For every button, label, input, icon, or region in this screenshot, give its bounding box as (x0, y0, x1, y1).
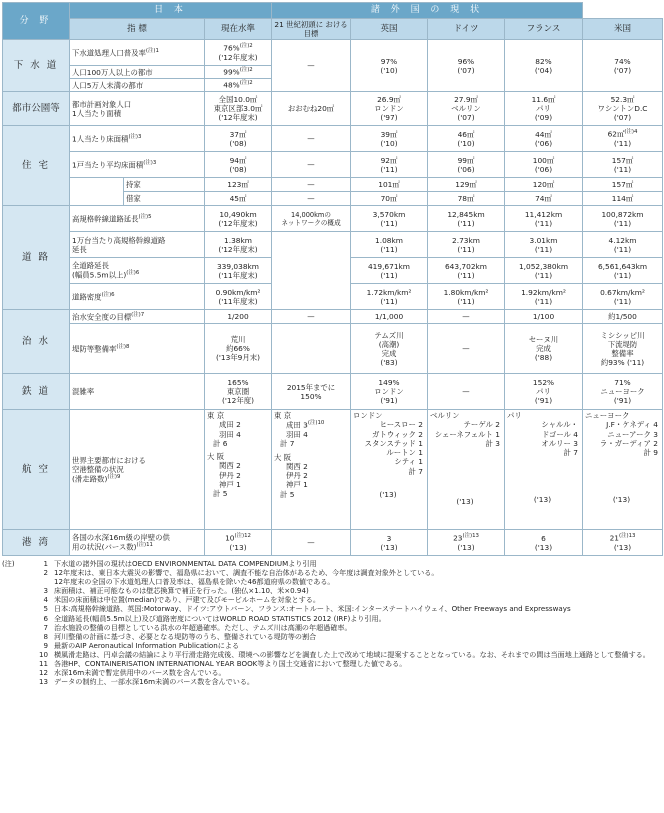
target-value-empty (272, 232, 351, 310)
header-indicator: 指 標 (70, 19, 205, 40)
de-value: 46㎡ ('10) (428, 126, 505, 152)
uk-value: 26.9㎡ ロンドン ('97) (351, 92, 428, 126)
footnote: 6 全道路延長(幅員5.5m以上)及び道路密度についてはWORLD ROAD STATISTICS 2012 (IRF)より引用。 (43, 613, 386, 623)
de-value: 643,702km ('11) (428, 258, 505, 284)
table-row (3, 178, 663, 192)
indicator-label: 都市計画対象人口 1人当たり面積 (70, 92, 205, 126)
de-value: 96% ('07) (428, 40, 505, 92)
category-road: 道 路 (3, 206, 70, 310)
current-value: 37㎡ ('08) (205, 126, 272, 152)
header-fr: フランス (505, 19, 583, 40)
target-value-empty (272, 324, 351, 374)
target-value: 14,000kmの ネットワークの概成 (272, 206, 351, 232)
de-value: 2.73km ('11) (428, 232, 505, 258)
footnote: 2 12年度末は、東日本大震災の影響で、福島県において、調査不能な自治体があるため、今年度は調査対象外としている。 (43, 568, 439, 578)
de-airports: ベルリン テーゲル 2 シェーネフェルト 1 計 3 ('13) (428, 410, 505, 530)
category-park: 都市公園等 (3, 92, 70, 126)
table-row (3, 152, 663, 178)
current-value: 全国10.0㎡ 東京区部3.0㎡ ('12年度末) (205, 92, 272, 126)
table-row (3, 410, 663, 530)
footnote: 7 治水施設の整備の目標としている洪水の年超過確率。ただし、テムズ川は高潮の年超過確率。 (43, 622, 352, 632)
fr-value: 1.92km/km² ('11) (505, 284, 583, 310)
footnote: 12 水深16m未満で暫定供用中のバース数を含んでいる。 (38, 668, 226, 677)
fr-value: 11,412km ('11) (505, 206, 583, 232)
footnote: 4 米国の床面積は中位置(median)であり、戸建て及びモービルホームを対象とする。 (43, 595, 320, 605)
target-value: — (272, 530, 351, 556)
de-value: — (428, 324, 505, 374)
uk-value: 1.08km ('11) (351, 232, 428, 258)
de-value: — (428, 374, 505, 410)
target-value: おおむね20㎡ (272, 92, 351, 126)
table-row (3, 206, 663, 232)
header-row-2 (3, 19, 663, 40)
de-value: 99㎡ ('06) (428, 152, 505, 178)
us-airports: ニューヨーク J.F・ケネディ 4 ニューアーク 3 ラ・ガーディア 2 計 9 ('13) (583, 410, 663, 530)
footnote: 12年度末の全国の下水道処理人口普及率は、福島県を除いた46都道府県の数値である。 (54, 577, 335, 587)
fr-value: 74㎡ (505, 192, 583, 206)
footnote: 5 日本:高規格幹線道路、英国:Motorway、ドイツ:アウトバーン、フランス:オートルート、米国:インターステートハイウェイ、Other Freeways and Expressways (43, 604, 571, 614)
fr-airports: パリ シャルル・ ドゴール 4 オルリー 3 計 7 ('13) (505, 410, 583, 530)
us-value: 6,561,643km ('11) (583, 258, 663, 284)
header-uk: 英国 (351, 19, 428, 40)
indicator-label: 世界主要都市における 空港整備の状況 (滑走路数)$^{(注)9}$ (70, 410, 205, 530)
indicator-label: 全道路延長 (幅員5.5m以上)$^{(注)6}$ (70, 258, 205, 284)
current-value: 76%$^{(注)2}$ ('12年度末) (205, 40, 272, 66)
target-value: — (272, 40, 351, 92)
uk-value: 1/1,000 (351, 310, 428, 324)
table-row (3, 310, 663, 324)
header-us: 米国 (583, 19, 663, 40)
category-rail: 鉄 道 (3, 374, 70, 410)
footnote: 8 河川整備の計画に基づき、必要となる堤防等のうち、整備されている堤防等の割合 (43, 631, 317, 641)
indicator-label: 各国の水深16m級の岸壁の供 用の状況(バース数)$^{(注)11}$ (70, 530, 205, 556)
current-value: 339,038km ('11年度末) (205, 258, 272, 284)
fr-value: 82% ('04) (505, 40, 583, 92)
table-row (3, 232, 663, 258)
fr-value: 1/100 (505, 310, 583, 324)
us-value: 74% ('07) (583, 40, 663, 92)
uk-value: 92㎡ ('11) (351, 152, 428, 178)
infrastructure-comparison-table (2, 2, 663, 556)
footnote: 3 床面積は、補正可能なものは壁芯換算で補正を行った。(独仏×1.10、米×0.94) (43, 586, 309, 596)
uk-value: 39㎡ ('10) (351, 126, 428, 152)
us-value: 157㎡ (583, 178, 663, 192)
footnote: 9 最新のAIP Aeronautical Information Publicationによる (43, 640, 240, 650)
de-value: $23^{(注)13}$ ('13) (428, 530, 505, 556)
target-value: — (272, 192, 351, 206)
us-value: 52.3㎡ ワシントンD.C ('07) (583, 92, 663, 126)
table-row (3, 192, 663, 206)
us-value: 71% ニューヨーク ('91) (583, 374, 663, 410)
header-row-1 (3, 3, 663, 19)
de-value: 27.9㎡ ベルリン ('07) (428, 92, 505, 126)
category-flood: 治 水 (3, 310, 70, 374)
de-value: — (428, 310, 505, 324)
uk-value: 1.72km/km² ('11) (351, 284, 428, 310)
category-air: 航 空 (3, 410, 70, 530)
header-target: 21 世紀初頭に おける目標 (272, 19, 351, 40)
header-de: ドイツ (428, 19, 505, 40)
indicator-label: 治水安全度の目標$^{(注)7}$ (70, 310, 205, 324)
header-japan: 日 本 (70, 3, 272, 19)
fr-value: 100㎡ ('06) (505, 152, 583, 178)
us-value: 114㎡ (583, 192, 663, 206)
us-value: 100,872km ('11) (583, 206, 663, 232)
indicator-label: 借家 (124, 192, 205, 206)
current-value: 48%$^{(注)2}$ (205, 79, 272, 92)
uk-value: 3 ('13) (351, 530, 428, 556)
footnote: 11 各港HP、CONTAINERISATION INTERNATIONAL YEAR BOOK等より国土交通省において整理した値である。 (38, 658, 407, 668)
indicator-label: 1人当たり床面積$^{(注)3}$ (70, 126, 205, 152)
indicator-label: 下水道処理人口普及率$^{(注)1}$ (70, 40, 205, 66)
target-value: — (272, 126, 351, 152)
table-row (3, 530, 663, 556)
target-value: 2015年までに 150% (272, 374, 351, 410)
de-value: 129㎡ (428, 178, 505, 192)
us-value: 62㎡$^{(注)4}$ ('11) (583, 126, 663, 152)
indent-spacer (70, 192, 124, 206)
target-value: — (272, 310, 351, 324)
current-value: 94㎡ ('08) (205, 152, 272, 178)
indent-spacer (70, 178, 124, 192)
table-row (3, 40, 663, 66)
comparison-table-container (2, 2, 662, 686)
current-value: 10,490km ('12年度末) (205, 206, 272, 232)
us-value: 157㎡ ('11) (583, 152, 663, 178)
current-value: 45㎡ (205, 192, 272, 206)
fr-value: 3.01km ('11) (505, 232, 583, 258)
uk-value: 419,671km ('11) (351, 258, 428, 284)
uk-value: 101㎡ (351, 178, 428, 192)
us-value: ミシシッピ川 下流堤防 整備率 約93% ('11) (583, 324, 663, 374)
current-value: 0.90km/km² ('11年度末) (205, 284, 272, 310)
footnote: (注) 1 下水道の諸外国の現状はOECD ENVIRONMENTAL DATA COMPENDIUMより引用 (2, 559, 317, 569)
current-value: 1/200 (205, 310, 272, 324)
category-sewer: 下 水 道 (3, 40, 70, 92)
us-value: 4.12km ('11) (583, 232, 663, 258)
indicator-label: 持家 (124, 178, 205, 192)
fr-value: 1,052,380km ('11) (505, 258, 583, 284)
uk-airports: ロンドン ヒースロー 2 ガトウィック 2 スタンステッド 1 ルートン 1 シティ 1 計 7 ('13) (351, 410, 428, 530)
uk-value: テムズ川 (高潮) 完成 ('83) (351, 324, 428, 374)
target-value: — (272, 152, 351, 178)
fr-value: 44㎡ ('06) (505, 126, 583, 152)
current-value: 1.38km ('12年度末) (205, 232, 272, 258)
table-row (3, 126, 663, 152)
table-row (3, 92, 663, 126)
footnote: 10 横風滑走路は、円卓会議の結論により平行滑走路完成後、環境への影響などを調査した上で改めて地域に提案することとなっている。なお、それまでの間は当面地上通路として整備する。 (38, 649, 650, 659)
footnote: 13 データの制約上、一部水深16m未満のバース数を含んでいる。 (38, 677, 255, 687)
current-value: 165% 東京圏 ('12年度) (205, 374, 272, 410)
header-category: 分 野 (3, 3, 70, 40)
us-value: $21^{(注)13}$ ('13) (583, 530, 663, 556)
current-value: $10^{(注)12}$ ('13) (205, 530, 272, 556)
indicator-label: 混雑率 (70, 374, 205, 410)
indicator-label: 道路密度$^{(注)6}$ (70, 284, 205, 310)
target-airports: 東 京 成田 $3^{(注)10}$ 羽田 4 計 7 大 阪 関西 2 伊丹 2 神戸 1 計 5 (272, 410, 351, 530)
de-value: 12,845km ('11) (428, 206, 505, 232)
current-airports: 東 京 成田 2 羽田 4 計 6 大 阪 関西 2 伊丹 2 神戸 1 計 5 (205, 410, 272, 530)
header-foreign: 諸 外 国 の 現 状 (272, 3, 583, 19)
uk-value: 149% ロンドン ('91) (351, 374, 428, 410)
uk-value: 3,570km ('11) (351, 206, 428, 232)
uk-value: 97% ('10) (351, 40, 428, 92)
header-current: 現在水準 (205, 19, 272, 40)
fr-value: 11.6㎡ パリ ('09) (505, 92, 583, 126)
us-value: 0.67km/km² ('11) (583, 284, 663, 310)
de-value: 78㎡ (428, 192, 505, 206)
footnotes (2, 559, 662, 686)
table-row (3, 374, 663, 410)
indicator-label: 人口100万人以上の都市 (70, 66, 205, 79)
de-value: 1.80km/km² ('11) (428, 284, 505, 310)
fr-value: セーヌ川 完成 ('88) (505, 324, 583, 374)
current-value: 99%$^{(注)2}$ (205, 66, 272, 79)
indicator-label: 1万台当たり高規格幹線道路 延長 (70, 232, 205, 258)
uk-value: 70㎡ (351, 192, 428, 206)
current-value: 123㎡ (205, 178, 272, 192)
current-value: 荒川 約66% ('13年9月末) (205, 324, 272, 374)
us-value: 約1/500 (583, 310, 663, 324)
fr-value: 6 ('13) (505, 530, 583, 556)
fr-value: 152% パリ ('91) (505, 374, 583, 410)
indicator-label: 1戸当たり平均床面積$^{(注)3}$ (70, 152, 205, 178)
fr-value: 120㎡ (505, 178, 583, 192)
indicator-label: 高規格幹線道路延長$^{(注)5}$ (70, 206, 205, 232)
category-housing: 住 宅 (3, 126, 70, 206)
category-port: 港 湾 (3, 530, 70, 556)
table-row (3, 324, 663, 374)
target-value: — (272, 178, 351, 192)
indicator-label: 堤防等整備率$^{(注)8}$ (70, 324, 205, 374)
indicator-label: 人口5万人未満の都市 (70, 79, 205, 92)
